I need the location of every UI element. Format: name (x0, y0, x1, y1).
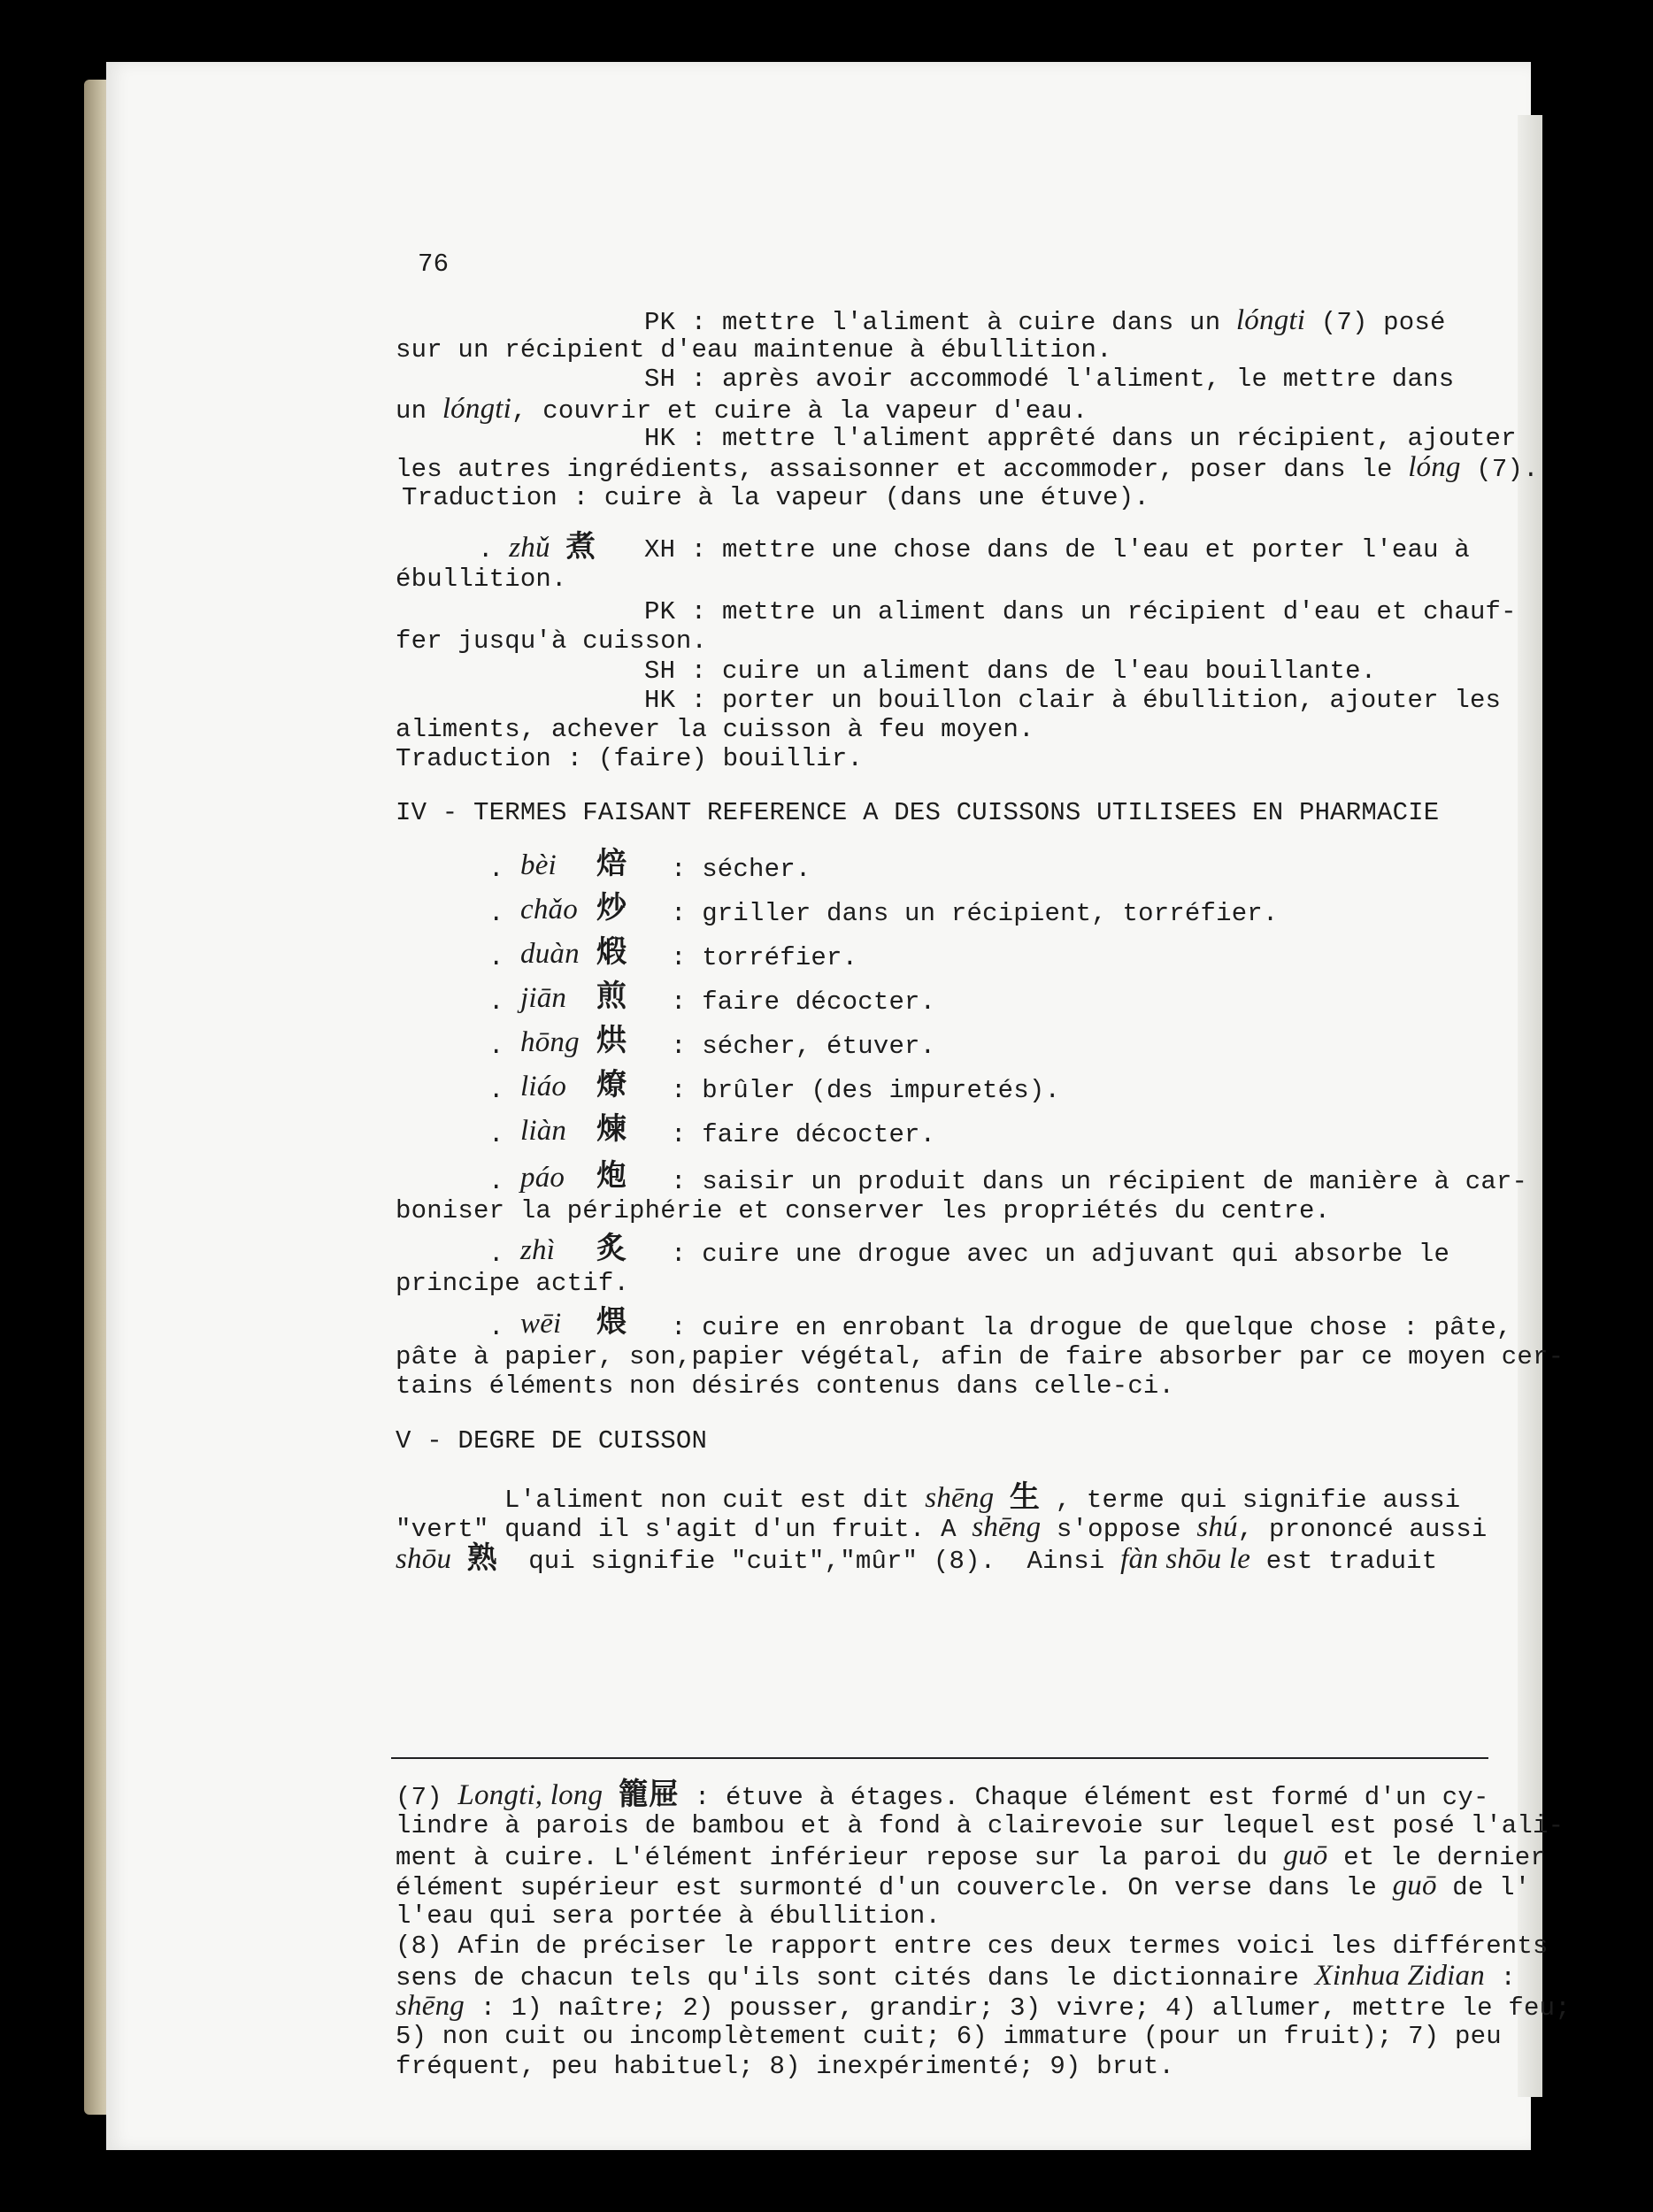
section-heading: V - DEGRE DE CUISSON (396, 1426, 708, 1455)
term-pinyin: hōng (520, 1026, 580, 1058)
term-dot: . (488, 1032, 504, 1061)
term-definition: : faire décocter. (671, 987, 936, 1017)
term-dot: . (488, 1167, 504, 1196)
term-dot: . (488, 1240, 504, 1269)
term-definition: : griller dans un récipient, torréfier. (671, 899, 1279, 928)
term-pinyin: jiān (520, 982, 567, 1014)
term-zhu: . zhǔ 煮 (478, 529, 596, 565)
term-pinyin: zhì (520, 1234, 556, 1266)
term-pinyin: bèi (520, 849, 557, 881)
page-right-edge (1518, 115, 1542, 2097)
term-hanzi: 炒 (596, 890, 627, 926)
text-line: tains éléments non désirés contenus dans celle-ci. (396, 1371, 1175, 1401)
footnote-line: (7) Longti, long 籠屉 : étuve à étages. Chaque élément est formé d'un cy- (396, 1777, 1489, 1812)
footnote-line: élément supérieur est surmonté d'un couvercle. On verse dans le guō de l' (396, 1870, 1531, 1902)
term-hanzi: 煉 (596, 1111, 627, 1147)
term-pinyin: duàn (520, 938, 580, 970)
section-heading: IV - TERMES FAISANT REFERENCE A DES CUISSONS UTILISEES EN PHARMACIE (396, 798, 1440, 827)
footnote-line: l'eau qui sera portée à ébullition. (396, 1901, 942, 1931)
text-line: SH : après avoir accommodé l'aliment, le mettre dans (644, 365, 1455, 394)
term-hanzi: 煨 (596, 1304, 627, 1340)
term-dot: . (488, 1313, 504, 1342)
text-line: Traduction : (faire) bouillir. (396, 744, 864, 773)
term-pinyin: liáo (520, 1071, 567, 1102)
footnote-line: shēng : 1) naître; 2) pousser, grandir; 3) vivre; 4) allumer, mettre le feu; (396, 1990, 1571, 2023)
term-pinyin: chǎo (520, 894, 578, 926)
term-hanzi: 煅 (596, 934, 627, 970)
term-definition: : sécher, étuver. (671, 1032, 936, 1061)
term-hanzi: 烘 (596, 1023, 627, 1058)
term-dot: . (488, 855, 504, 884)
text-line: pâte à papier, son,papier végétal, afin de faire absorber par ce moyen cer- (396, 1342, 1565, 1371)
footnote-rule (391, 1757, 1488, 1759)
text-line: aliments, achever la cuisson à feu moyen. (396, 715, 1034, 744)
term-definition: : saisir un produit dans un récipient de manière à car- (671, 1167, 1528, 1196)
term-dot: . (488, 1076, 504, 1105)
term-hanzi: 炮 (596, 1158, 627, 1194)
text-line: boniser la périphérie et conserver les propriétés du centre. (396, 1196, 1331, 1225)
footnote-line: sens de chacun tels qu'ils sont cités dans le dictionnaire Xinhua Zidian : (396, 1960, 1517, 1993)
term-hanzi: 燎 (596, 1067, 627, 1102)
term-dot: . (488, 1120, 504, 1149)
term-definition: : sécher. (671, 855, 811, 884)
footnote-line: ment à cuire. L'élément inférieur repose sur la paroi du guō et le dernier (396, 1839, 1546, 1872)
text-line: ébullition. (396, 565, 567, 594)
text-line: sur un récipient d'eau maintenue à ébullition. (396, 335, 1112, 365)
footnote-line: fréquent, peu habituel; 8) inexpérimenté; 9) brut. (396, 2052, 1175, 2081)
text-line: XH : mettre une chose dans de l'eau et porter l'eau à (644, 535, 1470, 565)
term-definition: : cuire en enrobant la drogue de quelque chose : pâte, (671, 1313, 1512, 1342)
term-pinyin: páo (520, 1162, 565, 1194)
text-line: PK : mettre un aliment dans un récipient d'eau et chauf- (644, 597, 1517, 626)
text-line: "vert" quand il s'agit d'un fruit. A shēng s'oppose shú, prononcé aussi (396, 1511, 1488, 1544)
text-line: fer jusqu'à cuisson. (396, 626, 708, 656)
term-hanzi: 炙 (596, 1231, 627, 1266)
term-dot: . (488, 943, 504, 972)
term-pinyin: liàn (520, 1115, 567, 1147)
text-line: principe actif. (396, 1269, 630, 1298)
term-definition: : faire décocter. (671, 1120, 936, 1149)
term-dot: . (488, 987, 504, 1017)
text-line: L'aliment non cuit est dit shēng 生 , terme qui signifie aussi (504, 1479, 1461, 1515)
text-line: les autres ingrédients, assaisonner et accommoder, poser dans le lóng (7). (396, 451, 1539, 484)
term-definition: : torréfier. (671, 943, 858, 972)
term-hanzi: 煎 (596, 979, 627, 1014)
text-line: HK : porter un bouillon clair à ébullition, ajouter les (644, 686, 1502, 715)
text-line: Traduction : cuire à la vapeur (dans une étuve). (402, 483, 1149, 512)
text-line: SH : cuire un aliment dans de l'eau bouillante. (644, 657, 1377, 686)
term-hanzi: 焙 (596, 846, 627, 881)
term-pinyin: wēi (520, 1308, 562, 1340)
text-line: shōu 熟 qui signifie "cuit","mûr" (8). Ainsi fàn shōu le est traduit (396, 1540, 1438, 1576)
footnote-line: lindre à parois de bambou et à fond à clairevoie sur lequel est posé l'ali- (396, 1811, 1565, 1840)
term-definition: : cuire une drogue avec un adjuvant qui absorbe le (671, 1240, 1450, 1269)
text-line: un lóngti, couvrir et cuire à la vapeur d'eau. (396, 393, 1088, 426)
footnote-line: 5) non cuit ou incomplètement cuit; 6) immature (pour un fruit); 7) peu (396, 2022, 1502, 2051)
text-line: PK : mettre l'aliment à cuire dans un lóngti (7) posé (644, 304, 1446, 337)
footnote-line: (8) Afin de préciser le rapport entre ces deux termes voici les différents (396, 1932, 1549, 1961)
text-line: HK : mettre l'aliment apprêté dans un récipient, ajouter (644, 424, 1517, 453)
page-number: 76 (418, 250, 450, 279)
term-dot: . (488, 899, 504, 928)
term-definition: : brûler (des impuretés). (671, 1076, 1061, 1105)
